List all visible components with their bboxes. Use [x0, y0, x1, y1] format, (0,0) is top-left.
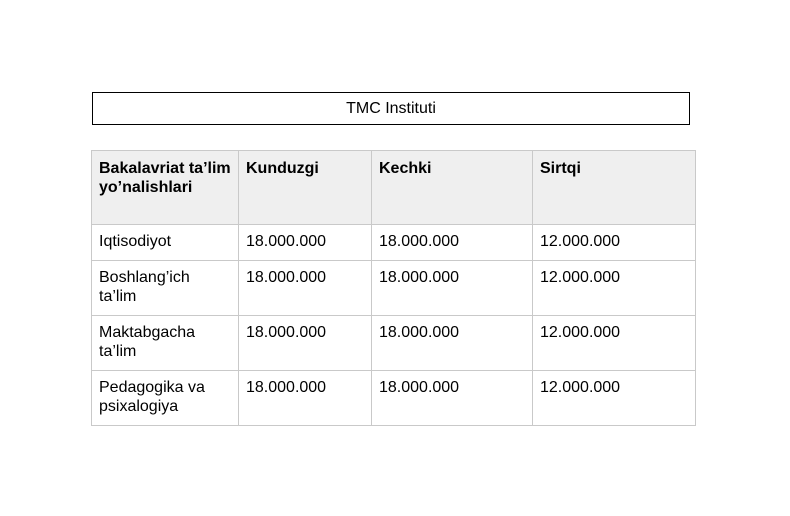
program-cell: Maktabgacha ta’lim: [92, 316, 239, 371]
kechki-cell: 18.000.000: [372, 225, 533, 261]
kechki-cell: 18.000.000: [372, 261, 533, 316]
kechki-cell: 18.000.000: [372, 371, 533, 426]
table-row: [92, 261, 696, 316]
kunduzgi-cell: 18.000.000: [239, 316, 372, 371]
header-kechki: Kechki: [372, 151, 533, 225]
table-row: [92, 316, 696, 371]
header-sirtqi: Sirtqi: [533, 151, 696, 225]
sirtqi-cell: 12.000.000: [533, 316, 696, 371]
page-title: TMC Instituti: [346, 99, 436, 117]
sirtqi-cell: 12.000.000: [533, 371, 696, 426]
kechki-cell: 18.000.000: [372, 316, 533, 371]
header-program: Bakalavriat ta’lim yo’nalishlari: [92, 151, 239, 225]
program-cell: Boshlang’ich ta’lim: [92, 261, 239, 316]
sirtqi-cell: 12.000.000: [533, 261, 696, 316]
kunduzgi-cell: 18.000.000: [239, 225, 372, 261]
table-header-row: [92, 151, 696, 225]
kunduzgi-cell: 18.000.000: [239, 371, 372, 426]
sirtqi-cell: 12.000.000: [533, 225, 696, 261]
table-row: [92, 371, 696, 426]
program-cell: Pedagogika va psixalogiya: [92, 371, 239, 426]
kunduzgi-cell: 18.000.000: [239, 261, 372, 316]
tuition-table: [91, 150, 696, 426]
program-cell: Iqtisodiyot: [92, 225, 239, 261]
title-box: [92, 92, 690, 125]
header-kunduzgi: Kunduzgi: [239, 151, 372, 225]
table-row: [92, 225, 696, 261]
